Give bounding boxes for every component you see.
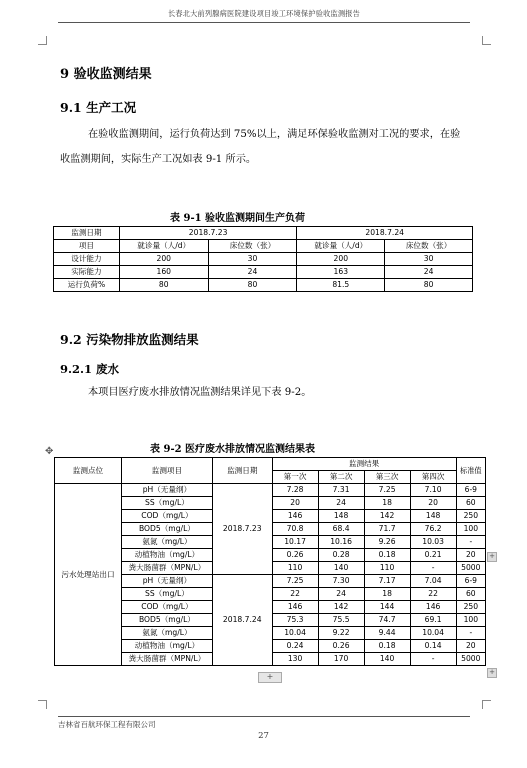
table-cell: 250 — [456, 510, 485, 523]
table-cell: 74.7 — [364, 614, 410, 627]
table-cell: 71.7 — [364, 523, 410, 536]
table-header-cell: 2018.7.23 — [119, 227, 297, 240]
table-cell: 148 — [410, 510, 456, 523]
table-cell: 142 — [364, 510, 410, 523]
table-cell: 100 — [456, 523, 485, 536]
footer-rule — [58, 716, 470, 717]
table-cell: 10.16 — [318, 536, 364, 549]
table-cell: 140 — [364, 653, 410, 666]
table-cell: 7.31 — [318, 484, 364, 497]
table-cell: COD（mg/L） — [121, 510, 212, 523]
table-header-cell: 第二次 — [318, 471, 364, 484]
table-cell: 氨氮（mg/L） — [121, 536, 212, 549]
table-header-cell: 第四次 — [410, 471, 456, 484]
table-row — [55, 484, 486, 497]
table-cell: 24 — [208, 266, 297, 279]
table-cell: 0.21 — [410, 549, 456, 562]
table-cell: 0.14 — [410, 640, 456, 653]
table-move-handle-icon[interactable]: ✥ — [45, 446, 54, 457]
monitoring-point-cell: 污水处理站出口 — [55, 484, 122, 666]
table-header-cell: 床位数（张） — [385, 240, 473, 253]
corner-mark-bottom-right — [482, 700, 491, 709]
table-cell: 146 — [272, 601, 318, 614]
table-cell: 0.26 — [318, 640, 364, 653]
table-cell: 69.1 — [410, 614, 456, 627]
table-cell: 0.26 — [272, 549, 318, 562]
table-cell: 7.28 — [272, 484, 318, 497]
table-cell: 76.2 — [410, 523, 456, 536]
row-insert-handle-icon[interactable]: + — [487, 552, 497, 562]
table-cell: 80 — [385, 279, 473, 292]
table-cell: 22 — [410, 588, 456, 601]
table-cell: COD（mg/L） — [121, 601, 212, 614]
table-cell: 5000 — [456, 562, 485, 575]
table-cell: 68.4 — [318, 523, 364, 536]
table-cell: 146 — [272, 510, 318, 523]
table-cell: 80 — [119, 279, 208, 292]
subsection-9-1-paragraph[interactable]: 在验收监测期间，运行负荷达到 75%以上，满足环保验收监测对工况的要求，在验收监测期间，实际生产工况如表 9-1 所示。 — [60, 129, 461, 165]
corner-mark-top-left — [38, 36, 47, 45]
table-header-cell: 床位数（张） — [208, 240, 297, 253]
header-rule — [58, 22, 470, 23]
table-cell: 粪大肠菌群（MPN/L） — [121, 562, 212, 575]
table-cell: 22 — [272, 588, 318, 601]
table-cell: - — [410, 562, 456, 575]
table-cell: 148 — [318, 510, 364, 523]
table-cell: 动植物油（mg/L） — [121, 549, 212, 562]
add-row-button[interactable]: + — [258, 672, 282, 683]
table-cell: 7.17 — [364, 575, 410, 588]
table-cell: 0.18 — [364, 549, 410, 562]
table-header-cell: 就诊量（人/d） — [297, 240, 385, 253]
table-cell: 200 — [297, 253, 385, 266]
table-cell: 18 — [364, 588, 410, 601]
table-cell: 粪大肠菌群（MPN/L） — [121, 653, 212, 666]
subsection-9-2-title: 9.2 污染物排放监测结果 — [60, 332, 199, 347]
table-cell: 7.25 — [364, 484, 410, 497]
table-cell: 9.26 — [364, 536, 410, 549]
table-9-1-caption: 表 9-1 验收监测期间生产负荷 — [170, 213, 306, 224]
table-cell: 30 — [208, 253, 297, 266]
table-cell: 70.8 — [272, 523, 318, 536]
table-cell: - — [456, 627, 485, 640]
table-cell: 10.17 — [272, 536, 318, 549]
table-cell: 140 — [318, 562, 364, 575]
table-header-cell: 第一次 — [272, 471, 318, 484]
date-cell: 2018.7.24 — [212, 575, 272, 666]
table-cell: 60 — [456, 588, 485, 601]
table-cell: pH（无量纲） — [121, 575, 212, 588]
table-cell: 160 — [119, 266, 208, 279]
row-insert-handle-icon[interactable]: + — [487, 668, 497, 678]
table-cell: 6-9 — [456, 575, 485, 588]
table-row-label: 设计能力 — [54, 253, 120, 266]
running-header: 长春北大前列腺病医院建设项目竣工环境保护验收监测报告 — [167, 9, 361, 18]
table-cell: 0.28 — [318, 549, 364, 562]
table-cell: 100 — [456, 614, 485, 627]
table-cell: 7.25 — [272, 575, 318, 588]
table-cell: 20 — [456, 640, 485, 653]
table-cell: 20 — [456, 549, 485, 562]
table-9-1[interactable] — [53, 226, 473, 292]
table-cell: - — [456, 536, 485, 549]
subsection-9-1-title: 9.1 生产工况 — [60, 100, 137, 115]
subsection-9-2-1-paragraph[interactable]: 本项目医疗废水排放情况监测结果详见下表 9-2。 — [88, 387, 312, 398]
table-cell: 10.04 — [272, 627, 318, 640]
table-row — [54, 253, 473, 266]
table-cell: 9.44 — [364, 627, 410, 640]
table-cell: 200 — [119, 253, 208, 266]
table-cell: 81.5 — [297, 279, 385, 292]
table-9-2[interactable] — [54, 457, 486, 666]
table-cell: 6-9 — [456, 484, 485, 497]
table-cell: 24 — [318, 588, 364, 601]
subsection-9-2-1-title: 9.2.1 废水 — [60, 362, 120, 376]
table-cell: 250 — [456, 601, 485, 614]
table-cell: 163 — [297, 266, 385, 279]
table-cell: pH（无量纲） — [121, 484, 212, 497]
table-cell: 10.04 — [410, 627, 456, 640]
table-cell: - — [410, 653, 456, 666]
table-cell: 170 — [318, 653, 364, 666]
page-number: 27 — [258, 731, 269, 741]
table-header-cell: 2018.7.24 — [297, 227, 473, 240]
table-header-cell: 就诊量（人/d） — [119, 240, 208, 253]
table-cell: 130 — [272, 653, 318, 666]
table-cell: 30 — [385, 253, 473, 266]
table-cell: 0.18 — [364, 640, 410, 653]
table-cell: 110 — [272, 562, 318, 575]
table-cell: 80 — [208, 279, 297, 292]
table-header-cell: 监测点位 — [55, 458, 122, 484]
table-header-cell: 项目 — [54, 240, 120, 253]
date-cell: 2018.7.23 — [212, 484, 272, 575]
table-header-cell: 标准值 — [456, 458, 485, 484]
table-row — [54, 266, 473, 279]
corner-mark-top-right — [482, 36, 491, 45]
table-cell: 0.24 — [272, 640, 318, 653]
table-cell: 110 — [364, 562, 410, 575]
table-header-cell: 第三次 — [364, 471, 410, 484]
table-cell: 9.22 — [318, 627, 364, 640]
table-cell: 7.04 — [410, 575, 456, 588]
table-row-label: 实际能力 — [54, 266, 120, 279]
table-cell: BOD5（mg/L） — [121, 614, 212, 627]
table-cell: 24 — [385, 266, 473, 279]
footer-company: 吉林省百航环保工程有限公司 — [58, 720, 156, 729]
table-header-cell: 监测项目 — [121, 458, 212, 484]
table-cell: 20 — [410, 497, 456, 510]
table-cell: 24 — [318, 497, 364, 510]
table-row-label: 运行负荷% — [54, 279, 120, 292]
table-cell: 动植物油（mg/L） — [121, 640, 212, 653]
table-cell: SS（mg/L） — [121, 497, 212, 510]
table-cell: 10.03 — [410, 536, 456, 549]
table-cell: SS（mg/L） — [121, 588, 212, 601]
table-cell: 75.5 — [318, 614, 364, 627]
table-cell: 60 — [456, 497, 485, 510]
table-header-cell: 监测日期 — [54, 227, 120, 240]
table-cell: 146 — [410, 601, 456, 614]
table-header-cell: 监测日期 — [212, 458, 272, 484]
table-cell: 20 — [272, 497, 318, 510]
table-header-cell: 监测结果 — [272, 458, 456, 471]
table-cell: 7.30 — [318, 575, 364, 588]
table-cell: 7.10 — [410, 484, 456, 497]
table-cell: 142 — [318, 601, 364, 614]
table-9-2-caption: 表 9-2 医疗废水排放情况监测结果表 — [150, 444, 316, 455]
section-title: 9 验收监测结果 — [60, 67, 152, 82]
table-cell: 144 — [364, 601, 410, 614]
table-cell: 75.3 — [272, 614, 318, 627]
table-cell: 18 — [364, 497, 410, 510]
table-cell: BOD5（mg/L） — [121, 523, 212, 536]
table-row — [54, 279, 473, 292]
corner-mark-bottom-left — [38, 700, 47, 709]
table-cell: 5000 — [456, 653, 485, 666]
table-cell: 氨氮（mg/L） — [121, 627, 212, 640]
